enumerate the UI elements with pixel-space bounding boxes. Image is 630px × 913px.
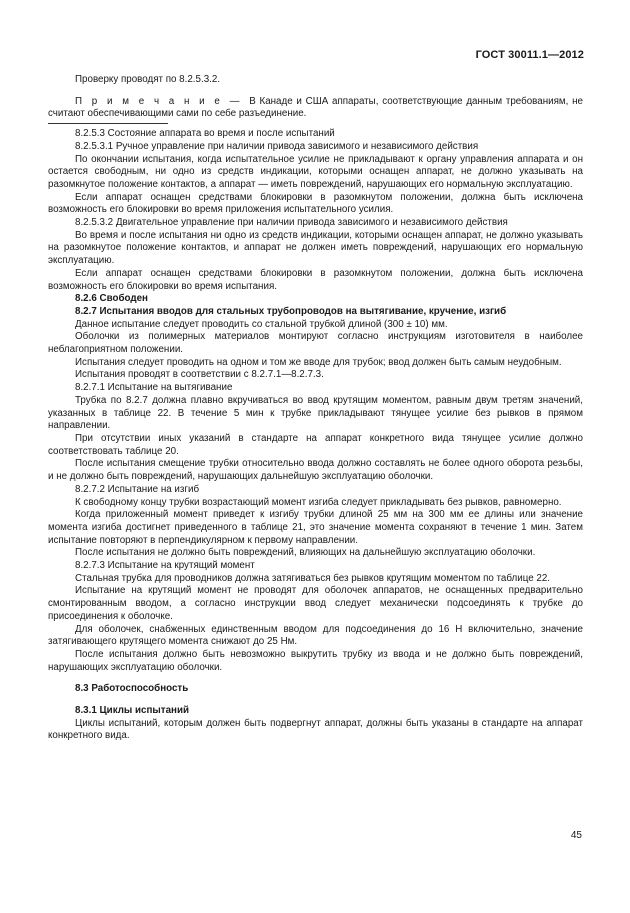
section-heading-8-3-1: 8.3.1 Циклы испытаний: [75, 705, 189, 717]
paragraph: Трубка по 8.2.7 должна плавно вкручиваться во ввод крутящим моментом, равным двум третям значений, указанных в таблице 22. В течение 5 мин к трубке прикладывают тянущее усилие без рывков в прямом направлении.: [48, 394, 583, 432]
paragraph: 8.2.5.3.2 Двигательное управление при наличии привода зависимого и независимого действия: [75, 217, 508, 229]
paragraph: 8.2.5.3 Состояние аппарата во время и после испытаний: [75, 128, 335, 140]
paragraph: Для оболочек, снабженных единственным вводом для подсоединения до 16 Н включительно, значение затягивающего крутящего момента снижают до 25 Нм.: [48, 623, 583, 648]
paragraph: Если аппарат оснащен средствами блокировки в разомкнутом положении, должна быть исключена возможность его блокировки во время испытания.: [48, 267, 583, 292]
paragraph: Испытание на крутящий момент не проводят для оболочек аппаратов, не оснащенных предварительно смонтированным вводом, а согласно инструкции ввод следует механически подсоединять к трубке до присоединения к оболочке.: [48, 585, 583, 622]
note-label: П р и м е ч а н и е —: [75, 95, 250, 107]
paragraph: К свободному концу трубки возрастающий момент изгиба следует прикладывать без рывков, равномерно.: [75, 496, 562, 508]
paragraph: Циклы испытаний, которым должен быть подвергнут аппарат, должны быть указаны в стандарте на аппарат конкретного вида.: [48, 717, 583, 742]
paragraph: Испытания проводят в соответствии с 8.2.7.1—8.2.7.3.: [75, 369, 324, 381]
paragraph: 8.2.7.2 Испытание на изгиб: [75, 483, 200, 495]
paragraph: Оболочки из полимерных материалов монтируют согласно инструкциям изготовителя в наиболее неблагоприятном положении.: [48, 331, 583, 356]
paragraph: После испытания должно быть невозможно выкрутить трубку из ввода и не должно быть повреждений, нарушающих эксплуатацию оболочки.: [48, 648, 583, 673]
page-content: [48, 74, 583, 743]
paragraph: После испытания не должно быть повреждений, влияющих на дальнейшую эксплуатацию оболочки.: [75, 547, 536, 559]
paragraph: Испытания следует проводить на одном и том же вводе для трубок; ввод должен быть самым неудобным.: [75, 356, 562, 368]
paragraph: По окончании испытания, когда испытательное усилие не прикладывают к органу управления аппарата и он остается свободным, ни одно из средств индикации, которыми оснащен аппарат, не должно указывать на разомкнутое положение контактов, а аппарат — иметь повреждений, нарушающих его нормальную эксплуатацию.: [48, 153, 583, 190]
section-heading-8-2-7: 8.2.7 Испытания вводов для стальных трубопроводов на вытягивание, кручение, изгиб: [75, 305, 507, 317]
paragraph: Когда приложенный момент приведет к изгибу трубки длиной 25 мм на 300 мм ее длины или значение момента изгиба достигнет приведенного в таблице 21, это значение момента сохраняют в течение 1 мин. Затем испытание повторяют в перпендикулярном к первому направлении.: [48, 509, 583, 546]
standard-header: ГОСТ 30011.1—2012: [475, 49, 584, 61]
note-divider: [48, 123, 168, 124]
section-heading-8-2-6: 8.2.6 Свободен: [75, 293, 148, 305]
paragraph: Данное испытание следует проводить со стальной трубкой длиной (300 ± 10) мм.: [75, 318, 448, 330]
note-paragraph: [48, 96, 583, 121]
section-heading-8-3: 8.3 Работоспособность: [75, 683, 189, 695]
paragraph: Если аппарат оснащен средствами блокировки в разомкнутом положении, должна быть исключена возможность его блокировки во время приложения испытательного усилия.: [48, 191, 583, 216]
paragraph: При отсутствии иных указаний в стандарте на аппарат конкретного вида тянущее усилие должно соответствовать таблице 20.: [48, 432, 583, 457]
intro-paragraph: Проверку проводят по 8.2.5.3.2.: [75, 74, 221, 85]
paragraph: После испытания смещение трубки относительно ввода должно составлять не более одного оборота резьбы, и не должно быть повреждений, нарушающих дальнейшую эксплуатацию оболочки.: [48, 458, 583, 483]
paragraph: 8.2.7.1 Испытание на вытягивание: [75, 382, 233, 394]
paragraph: Стальная трубка для проводников должна затягиваться без рывков крутящим моментом по таблице 22.: [75, 572, 551, 584]
paragraph: Во время и после испытания ни одно из средств индикации, которыми оснащен аппарат, не должно указывать на разомкнутое положение контактов, и аппарат не должен иметь повреждений, нарушающих его нормальную эксплуатацию.: [48, 229, 583, 267]
paragraph: 8.2.7.3 Испытание на крутящий момент: [75, 560, 255, 572]
note-text: В Канаде и США аппараты, соответствующие данным требованиям, не считают обеспечивающими сами по себе разъединение.: [48, 95, 583, 120]
paragraph: 8.2.5.3.1 Ручное управление при наличии привода зависимого и независимого действия: [75, 140, 479, 152]
page-number: 45: [570, 830, 582, 841]
